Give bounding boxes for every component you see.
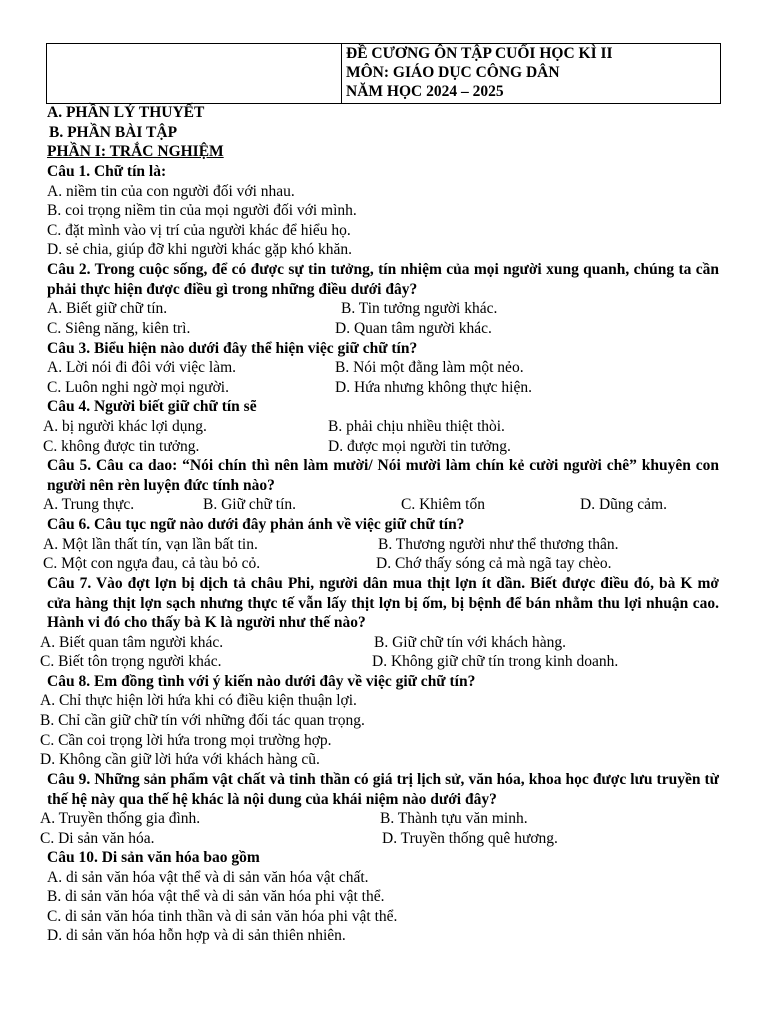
question-1-stem: Câu 1. Chữ tín là: [47,163,167,180]
header-subject: MÔN: GIÁO DỤC CÔNG DÂN [346,64,560,81]
part1-heading: PHẦN I: TRẮC NGHIỆM [47,143,224,160]
question-2-option-b: B. Tin tưởng người khác. [341,300,498,317]
question-8-stem: Câu 8. Em đồng tình với ý kiến nào dưới đây về việc giữ chữ tín? [47,673,476,690]
question-6-stem: Câu 6. Câu tục ngữ nào dưới đây phản ánh về việc giữ chữ tín? [47,516,465,533]
question-7-option-a: A. Biết quan tâm người khác. [40,634,224,651]
question-5-option-c: C. Khiêm tốn [401,496,485,513]
header-left-cell [47,44,342,103]
question-2-option-a: A. Biết giữ chữ tín. [47,300,168,317]
question-8-option-c: C. Cần coi trọng lời hứa trong mọi trường hợp. [40,732,332,749]
question-6-option-c: C. Một con ngựa đau, cả tàu bỏ cỏ. [43,555,261,572]
question-5-option-a: A. Trung thực. [43,496,135,513]
question-8-option-d: D. Không cần giữ lời hứa với khách hàng cũ. [40,751,320,768]
question-7-stem: Câu 7. Vào đợt lợn bị dịch tả châu Phi, người dân mua thịt lợn ít dần. Biết được điều đó, bà K mở cửa hàng thịt lợn sạch nhưng thực tế vẫn lấy thịt lợn bị ốm, bị bệnh để bán nhằm thu lợi nhuận cao. Hành vi đó cho thấy bà K là người như thế nào? [47,575,719,631]
question-10-option-d: D. di sản văn hóa hỗn hợp và di sản thiên nhiên. [47,927,346,944]
header-title: ĐỀ CƯƠNG ÔN TẬP CUỐI HỌC KÌ II [346,45,613,62]
header-school-year: NĂM HỌC 2024 – 2025 [346,83,504,100]
question-7-option-d: D. Không giữ chữ tín trong kinh doanh. [372,653,619,670]
question-3-option-d: D. Hứa nhưng không thực hiện. [335,379,532,396]
question-2-stem: Câu 2. Trong cuộc sống, để có được sự tin tưởng, tín nhiệm của mọi người xung quanh, chúng ta cần phải thực hiện được điều gì trong những điều dưới đây? [47,261,719,298]
question-10-option-c: C. di sản văn hóa tinh thần và di sản văn hóa phi vật thể. [47,908,398,925]
question-4-option-b: B. phải chịu nhiều thiệt thòi. [328,418,505,435]
question-4-stem: Câu 4. Người biết giữ chữ tín sẽ [47,398,257,415]
question-5-option-d: D. Dũng cảm. [580,496,667,513]
question-2-option-d: D. Quan tâm người khác. [335,320,492,337]
question-8-option-a: A. Chỉ thực hiện lời hứa khi có điều kiện thuận lợi. [40,692,357,709]
question-6-option-a: A. Một lần thất tín, vạn lần bất tin. [43,536,258,553]
question-10-option-b: B. di sản văn hóa vật thể và di sản văn hóa phi vật thể. [47,888,385,905]
question-1-option-d: D. sẻ chia, giúp đỡ khi người khác gặp khó khăn. [47,241,353,258]
question-3-label: Câu 3 [47,340,87,357]
question-3-option-a: A. Lời nói đi đôi với việc làm. [47,359,237,376]
question-9-stem: Câu 9. Những sản phẩm vật chất và tinh thần có giá trị lịch sử, văn hóa, khoa học được lưu truyền từ thế hệ này qua thế hệ khác là nội dung của khái niệm nào dưới đây? [47,771,719,808]
question-10-stem: Câu 10. Di sản văn hóa bao gồm [47,849,260,866]
header-table [46,43,721,104]
question-1-option-b: B. coi trọng niềm tin của mọi người đối với mình. [47,202,357,219]
question-2-option-c: C. Siêng năng, kiên trì. [47,320,191,337]
section-a-heading: A. PHẦN LÝ THUYẾT [47,104,205,121]
question-3-option-b: B. Nói một đằng làm một nẻo. [335,359,524,376]
question-5-option-b: B. Giữ chữ tín. [203,496,297,513]
question-9-option-d: D. Truyền thống quê hương. [382,830,558,847]
question-6-option-b: B. Thương người như thể thương thân. [378,536,619,553]
question-7-option-b: B. Giữ chữ tín với khách hàng. [374,634,567,651]
question-9-option-a: A. Truyền thống gia đình. [40,810,201,827]
question-5-stem: Câu 5. Câu ca dao: “Nói chín thì nên làm mười/ Nói mười làm chín kẻ cười người chê” khuyên con người nên rèn luyện đức tính nào? [47,457,719,494]
question-1-option-a: A. niềm tin của con người đối với nhau. [47,183,295,200]
question-6-option-d: D. Chớ thấy sóng cả mà ngã tay chèo. [376,555,612,572]
question-3-option-c: C. Luôn nghi ngờ mọi người. [47,379,229,396]
section-b-heading: B. PHẦN BÀI TẬP [49,124,178,141]
question-4-option-a: A. bị người khác lợi dụng. [43,418,207,435]
question-4-option-d: D. được mọi người tin tưởng. [328,438,511,455]
question-7-option-c: C. Biết tôn trọng người khác. [40,653,222,670]
question-4-option-c: C. không được tin tưởng. [43,438,200,455]
question-9-option-c: C. Di sản văn hóa. [40,830,155,847]
question-3-stem [47,339,417,359]
question-8-option-b: B. Chỉ cần giữ chữ tín với những đối tác quan trọng. [40,712,365,729]
header-right-cell [342,44,720,103]
question-10-option-a: A. di sản văn hóa vật thể và di sản văn hóa vật chất. [47,869,369,886]
question-9-option-b: B. Thành tựu văn minh. [380,810,528,827]
question-1-option-c: C. đặt mình vào vị trí của người khác để hiểu họ. [47,222,351,239]
question-3-text: . Biểu hiện nào dưới đây thể hiện việc giữ chữ tín? [86,340,418,357]
